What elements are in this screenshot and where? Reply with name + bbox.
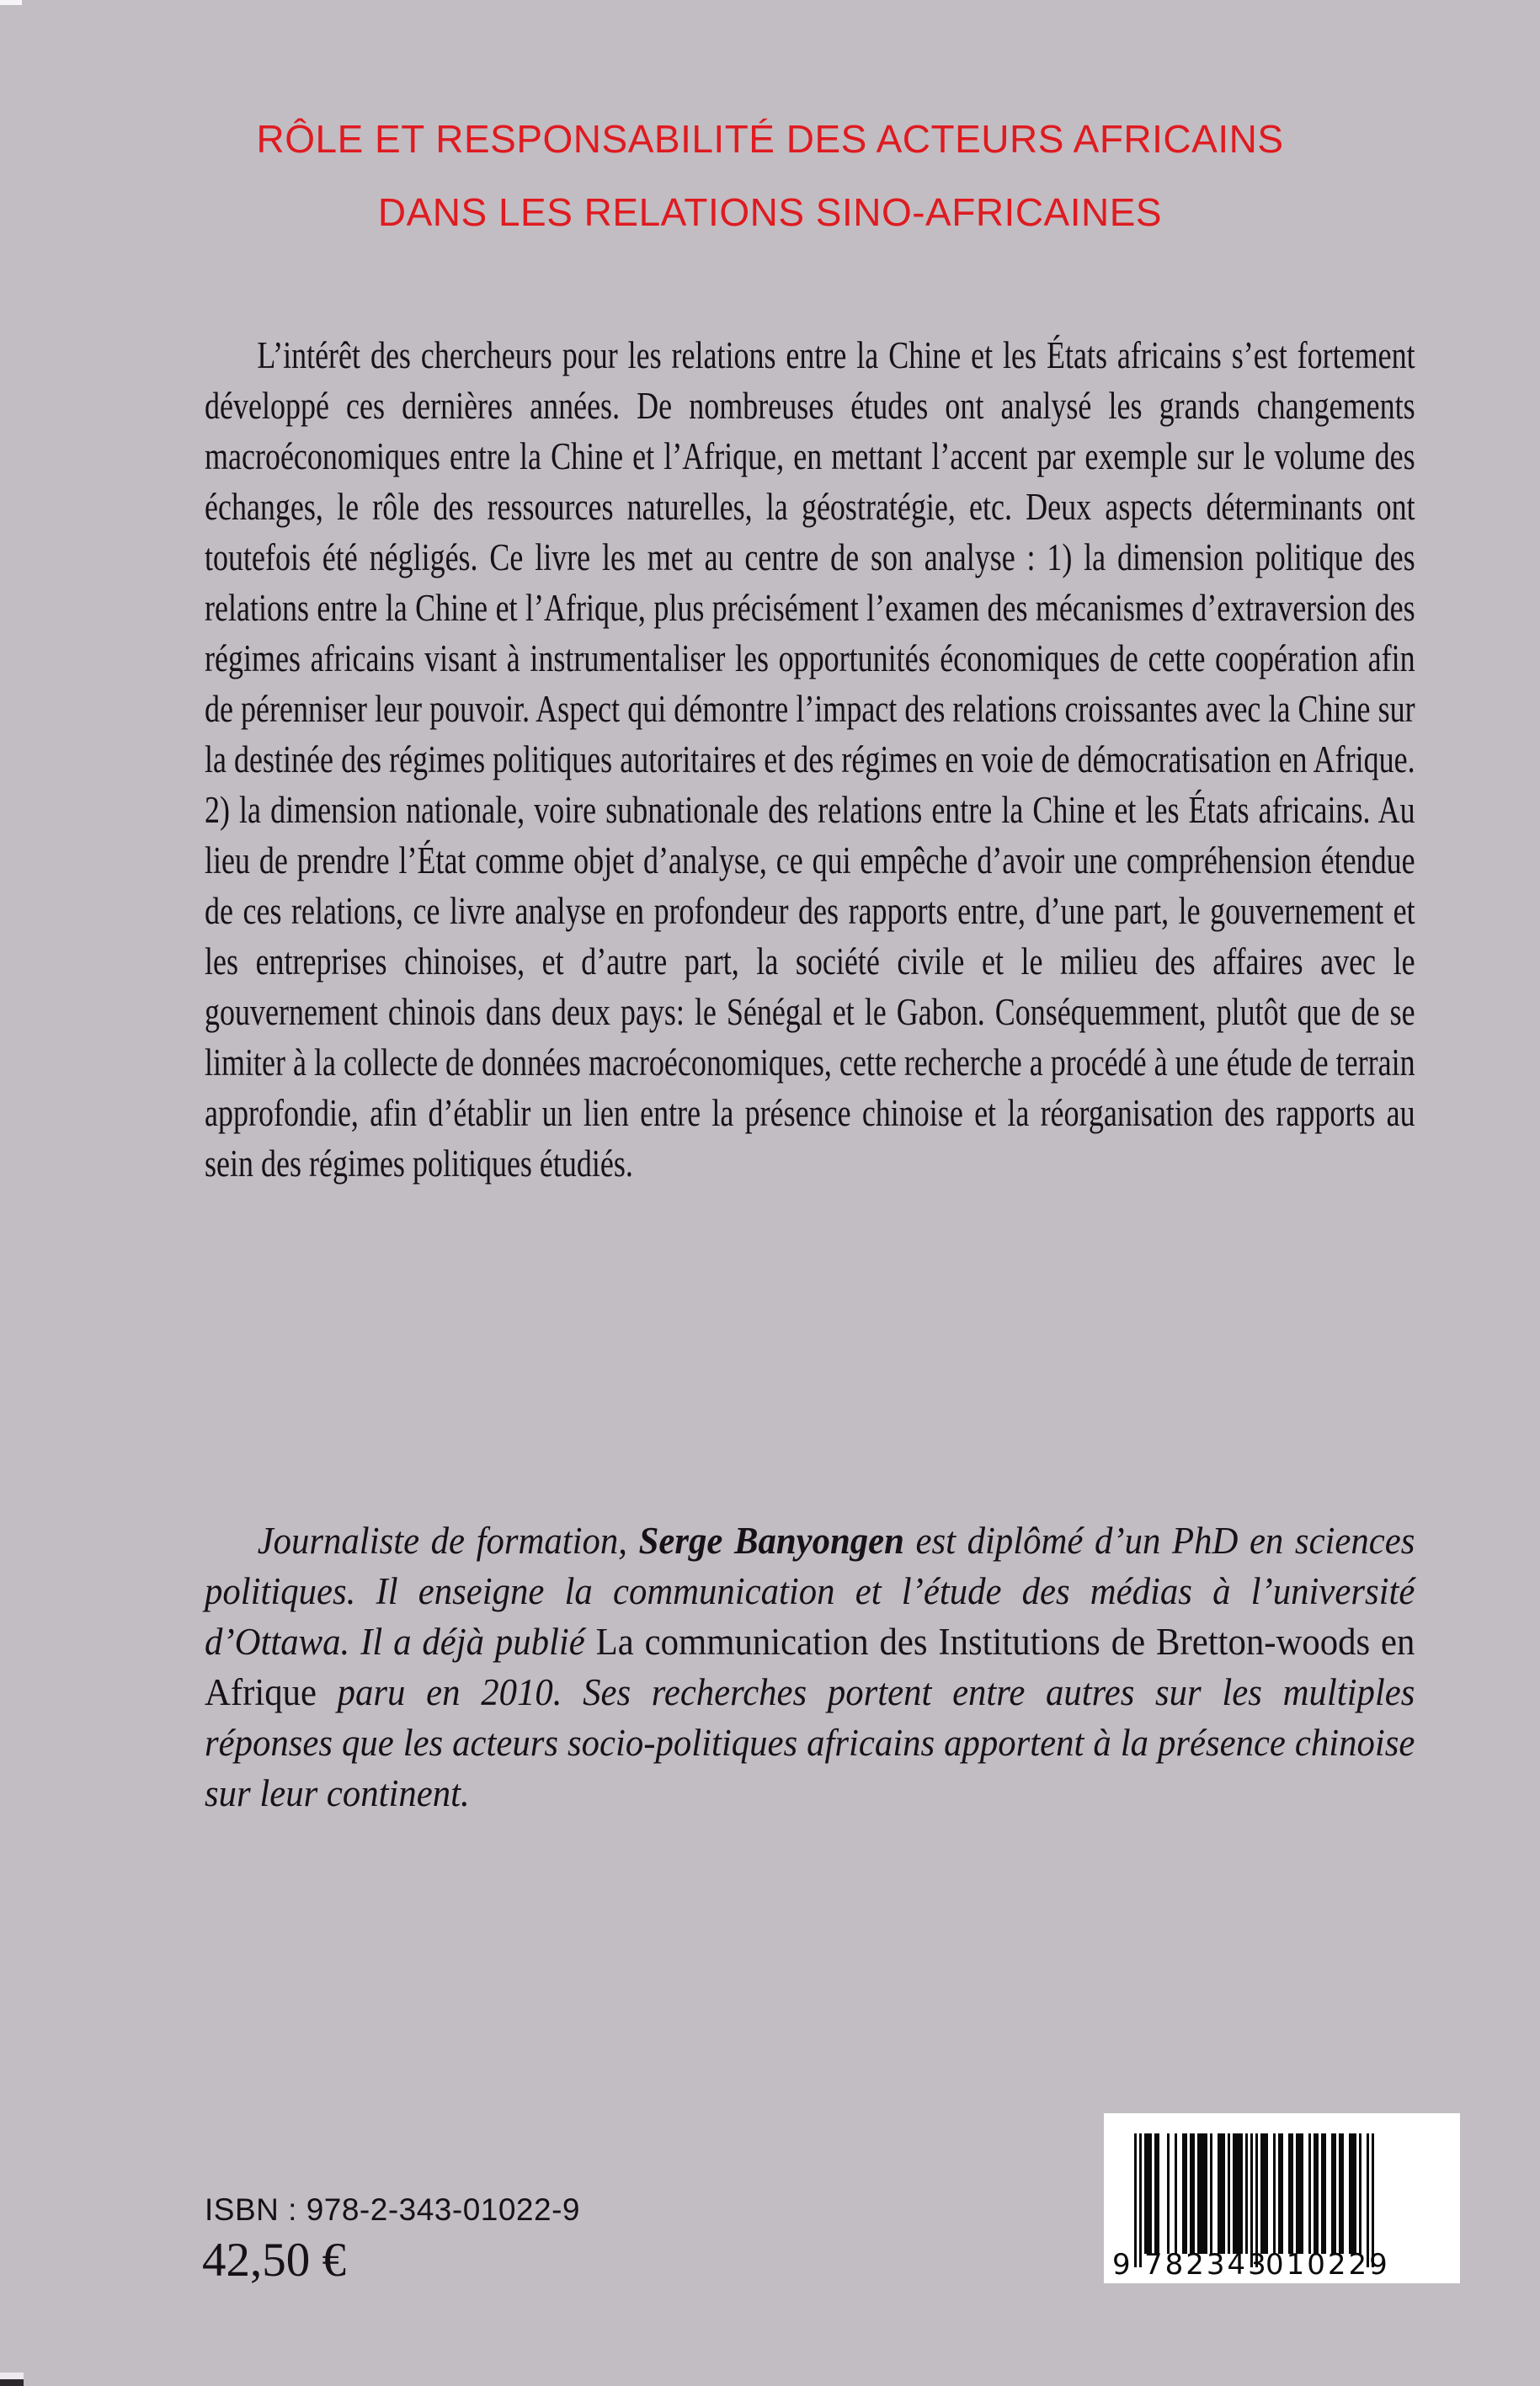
barcode-first-digit: 9 [1112, 2248, 1131, 2282]
price-text: 42,50 € [202, 2234, 346, 2287]
bio-end-text: paru en 2010. Ses recherches portent entre autres sur les multiples réponses que les acteurs socio-politiques africains apportent à la présence chinoise sur leur continent. [205, 1671, 1415, 1814]
scan-artifact-bottom-left-dark [0, 2379, 24, 2386]
page-title [0, 103, 1540, 249]
bio-middle-text: est diplômé d’un PhD en sciences politiques. Il enseigne la communication et l’étude des médias à l’université d’Ottawa. Il a déjà publié [205, 1520, 1415, 1663]
author-bio-paragraph [205, 1515, 1415, 1819]
scan-artifact-bottom-left-light [0, 2373, 24, 2379]
book-reference-title: La communication des Institutions de Bretton-woods en Afrique [205, 1621, 1415, 1713]
barcode-group-2: 010229 [1266, 2248, 1390, 2282]
barcode [1104, 2113, 1460, 2283]
summary-paragraph: L’intérêt des chercheurs pour les relations entre la Chine et les États africains s’est fortement développé ces dernières années. De nombreuses études ont analysé les grands changements macroéconomiques entre la Chine et l’Afrique, en mettant l’accent par exemple sur le volume des échanges, le rôle des ressources naturelles, la géostratégie, etc. Deux aspects déterminants ont toutefois été négligés. Ce livre les met au centre de son analyse : 1) la dimension politique des relations entre la Chine et l’Afrique, plus précisément l’examen des mécanismes d’extraversion des régimes africains visant à instrumentaliser les opportunités économiques de cette coopération afin de pérenniser leur pouvoir. Aspect qui démontre l’impact des relations croissantes avec la Chine sur la destinée des régimes politiques autoritaires et des régimes en voie de démocratisation en Afrique. 2) la dimension nationale, voire subnationale des relations entre la Chine et les États africains. Au lieu de prendre l’État comme objet d’analyse, ce qui empêche d’avoir une compréhension étendue de ces relations, ce livre analyse en profondeur des rapports entre, d’une part, le gouvernement et les entreprises chinoises, et d’autre part, la société civile et le milieu des affaires avec le gouvernement chinois dans deux pays: le Sénégal et le Gabon. Conséquemment, plutôt que de se limiter à la collecte de données macroéconomiques, cette recherche a procédé à une étude de terrain approfondie, afin d’établir un lien entre la présence chinoise et la réorganisation des rapports au sein des régimes politiques étudiés. [205, 334, 1415, 1185]
bio-intro-text: Journaliste de formation, [257, 1520, 639, 1562]
author-name: Serge Banyongen [638, 1520, 904, 1562]
page-title-line-1: RÔLE ET RESPONSABILITÉ DES ACTEURS AFRICAINS [256, 117, 1284, 161]
barcode-group-1: 782343 [1144, 2248, 1269, 2282]
page-title-line-2: DANS LES RELATIONS SINO-AFRICAINES [377, 190, 1163, 234]
isbn-text: ISBN : 978-2-343-01022-9 [205, 2192, 580, 2227]
barcode-digits [1104, 2248, 1407, 2282]
scan-artifact-top-left [0, 0, 22, 5]
